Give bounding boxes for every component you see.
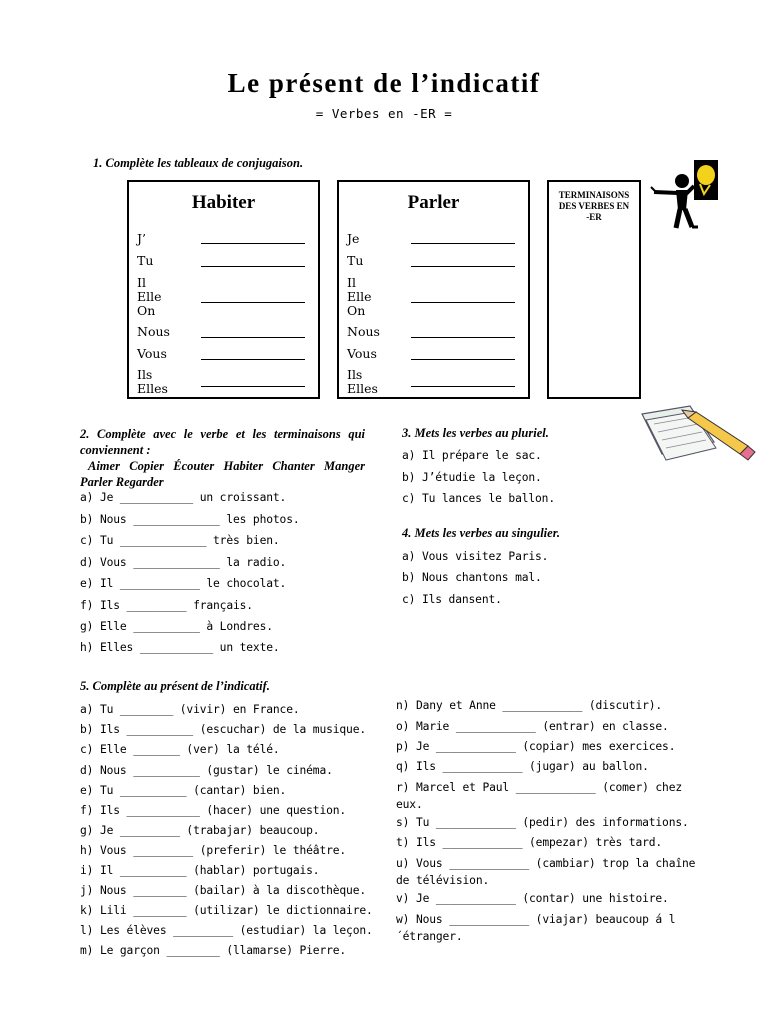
answer-blank[interactable] [411, 386, 515, 387]
exercise-5-item: k) Lili ________ (utilizar) le dictionnaire. [80, 904, 373, 917]
answer-blank[interactable] [411, 359, 515, 360]
table-title-habiter: Habiter [191, 192, 256, 213]
pronoun: Je [347, 231, 360, 246]
answer-blank[interactable] [201, 266, 305, 267]
pointing-figure-icon [648, 160, 724, 232]
answer-blank[interactable] [201, 243, 305, 244]
exercise-3-item: a) Il prépare le sac. [402, 449, 542, 462]
exercise-2-verb-list: Aimer Copier Écouter Habiter Chanter Manger Parler Regarder [80, 459, 365, 489]
page-title: Le présent de l’indicatif [227, 68, 541, 98]
answer-blank[interactable] [411, 266, 515, 267]
pronoun: Tu [137, 253, 154, 268]
exercise-3-item: b) J’étudie la leçon. [402, 471, 542, 484]
answer-blank[interactable] [411, 243, 515, 244]
answer-blank[interactable] [411, 337, 515, 338]
exercise-4-item: a) Vous visitez Paris. [402, 550, 549, 563]
table-body-parler [347, 182, 528, 397]
exercise-5-item: f) Ils ___________ (hacer) une question. [80, 804, 347, 817]
exercise-4-heading: 4. Mets les verbes au singulier. [402, 526, 560, 540]
table-body-habiter [137, 182, 318, 397]
exercise-5-item: b) Ils __________ (escuchar) de la musique. [80, 723, 367, 736]
pronoun: Vous [347, 346, 377, 361]
pronoun: Nous [137, 324, 170, 339]
exercise-5-item: c) Elle _______ (ver) la télé. [80, 743, 280, 756]
exercise-5-item: i) Il __________ (hablar) portugais. [80, 864, 320, 877]
exercise-5-item: o) Marie ____________ (entrar) en classe. [396, 720, 669, 733]
answer-blank[interactable] [201, 359, 305, 360]
pronoun: Il Elle On [137, 275, 162, 318]
exercise-2-heading: 2. Complète avec le verbe et les terminaisons qui conviennent : [80, 427, 365, 457]
exercise-5-item: h) Vous _________ (preferir) le théâtre. [80, 844, 347, 857]
exercise-2-item: e) Il ____________ le chocolat. [80, 577, 287, 590]
exercise-1-heading: 1. Complète les tableaux de conjugaison. [93, 156, 304, 170]
exercise-5-item: e) Tu __________ (cantar) bien. [80, 784, 287, 797]
exercise-2-item: f) Ils _________ français. [80, 599, 253, 612]
pronoun: Nous [347, 324, 380, 339]
terminaisons-label: TERMINAISONS DES VERBES EN -ER [558, 190, 630, 222]
exercise-5-item: p) Je ____________ (copiar) mes exercices. [396, 740, 676, 753]
exercise-5-item: w) Nous ____________ (viajar) beaucoup á l ´étranger. [396, 913, 676, 943]
exercise-3-item: c) Tu lances le ballon. [402, 492, 555, 505]
table-title-parler: Parler [407, 192, 460, 213]
exercise-5-item: t) Ils ____________ (empezar) très tard. [396, 836, 663, 849]
exercise-2-item: c) Tu _____________ très bien. [80, 534, 280, 547]
exercise-2-item: b) Nous _____________ les photos. [80, 513, 300, 526]
exercise-5-item: v) Je ____________ (contar) une histoire. [396, 892, 669, 905]
exercise-5-item: m) Le garçon ________ (llamarse) Pierre. [80, 944, 347, 957]
pronoun: Tu [347, 253, 364, 268]
exercise-5-item: n) Dany et Anne ____________ (discutir). [396, 699, 663, 712]
exercise-2-item: d) Vous _____________ la radio. [80, 556, 287, 569]
exercise-5-item: j) Nous ________ (bailar) à la discothèque. [80, 884, 367, 897]
exercise-5-item: g) Je _________ (trabajar) beaucoup. [80, 824, 320, 837]
pronoun: Ils Elles [347, 367, 378, 396]
pronoun: J’ [137, 231, 146, 246]
exercise-5-item: r) Marcel et Paul ____________ (comer) chez eux. [396, 781, 683, 811]
exercise-5-item: d) Nous __________ (gustar) le cinéma. [80, 764, 333, 777]
exercise-5-item: a) Tu ________ (vivir) en France. [80, 703, 300, 716]
answer-blank[interactable] [201, 337, 305, 338]
exercise-5-heading: 5. Complète au présent de l’indicatif. [80, 679, 270, 693]
pronoun: Vous [137, 346, 167, 361]
exercise-2-item: a) Je ___________ un croissant. [80, 491, 287, 504]
exercise-5-item: q) Ils ____________ (jugar) au ballon. [396, 760, 649, 773]
exercise-4-item: c) Ils dansent. [402, 593, 502, 606]
exercise-2-item: g) Elle __________ à Londres. [80, 620, 273, 633]
exercise-5-item: u) Vous ____________ (cambiar) trop la chaîne de télévision. [396, 857, 696, 887]
conjugation-table-parler [337, 180, 530, 399]
page-subtitle: = Verbes en -ER = [315, 106, 453, 121]
conjugation-table-habiter [127, 180, 320, 399]
exercise-3-heading: 3. Mets les verbes au pluriel. [402, 426, 549, 440]
terminaisons-box[interactable] [547, 180, 641, 399]
answer-blank[interactable] [201, 302, 305, 303]
exercise-5-item: l) Les élèves _________ (estudiar) la leçon. [80, 924, 373, 937]
pronoun: Il Elle On [347, 275, 372, 318]
pencil-and-paper-icon [636, 402, 760, 468]
answer-blank[interactable] [411, 302, 515, 303]
exercise-4-item: b) Nous chantons mal. [402, 571, 542, 584]
exercise-2-item: h) Elles ___________ un texte. [80, 641, 280, 654]
exercise-5-item: s) Tu ____________ (pedir) des informations. [396, 816, 689, 829]
pronoun: Ils Elles [137, 367, 168, 396]
answer-blank[interactable] [201, 386, 305, 387]
